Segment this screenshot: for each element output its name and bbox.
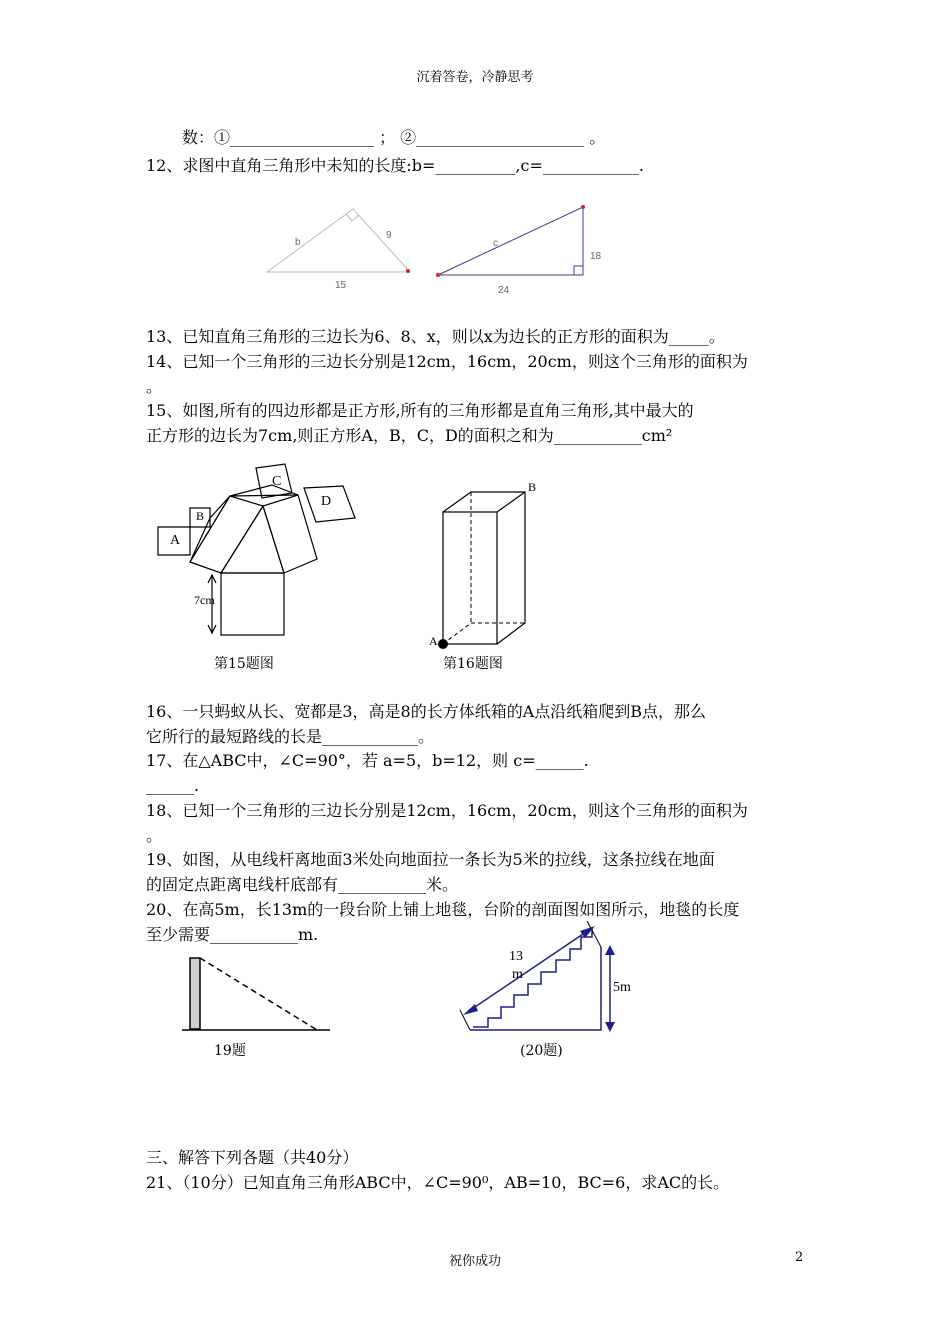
- q11-continuation: 数：①__________________ ； ②_____________________ 。: [182, 128, 606, 147]
- guy-wire: [200, 958, 317, 1030]
- fig20-caption: (20题): [520, 1043, 563, 1059]
- vertex-dot: [436, 273, 440, 277]
- label-b: b: [295, 237, 301, 248]
- label-18: 18: [590, 251, 602, 262]
- page-number: 2: [795, 1250, 804, 1265]
- label-m: m: [512, 967, 523, 982]
- fig15-caption: 第15题图: [214, 656, 274, 672]
- label-13: 13: [509, 949, 523, 964]
- right-angle-mark: [574, 266, 583, 275]
- label-15: 15: [335, 280, 347, 291]
- label-A: A: [170, 533, 181, 548]
- q13-text: 13、已知直角三角形的三边长为6、8、x，则以x为边长的正方形的面积为_____。: [146, 327, 725, 346]
- label-24: 24: [498, 285, 510, 296]
- q16-text: 16、一只蚂蚁从长、宽都是3，高是8的长方体纸箱的A点沿纸箱爬到B点，那么: [146, 702, 707, 721]
- q17-text: 17、在△ABC中，∠C=90°，若 a=5，b=12，则 c=______.: [146, 751, 589, 770]
- vertex-dot: [406, 269, 410, 273]
- q16-cuboid-figure: [425, 475, 555, 655]
- q16-text-2: 它所行的最短路线的长是____________。: [146, 727, 435, 746]
- q12-text: 12、求图中直角三角形中未知的长度:b=__________,c=____________.: [146, 156, 644, 175]
- arrowhead: [605, 945, 615, 955]
- top-edge: [497, 492, 525, 512]
- label-D: D: [321, 494, 332, 509]
- section-3-title: 三、解答下列各题（共40分）: [146, 1148, 359, 1167]
- q12-triangles-figure: [255, 198, 615, 298]
- diagonal-arrow: [469, 930, 589, 1011]
- q21-text: 21、（10分）已知直角三角形ABC中，∠C=90⁰，AB=10，BC=6，求AC的长。: [146, 1173, 730, 1192]
- q18-text-end: 。: [146, 826, 163, 845]
- q14-text-end: 。: [146, 377, 163, 396]
- page-header: 沉着答卷，冷静思考: [416, 70, 534, 85]
- point-A-dot: [438, 639, 448, 649]
- label-9: 9: [386, 230, 392, 241]
- q20-stairs-figure: [455, 915, 655, 1040]
- q17-text-2: ______.: [146, 776, 200, 795]
- q20-text-2: 至少需要___________m.: [146, 925, 319, 944]
- right-square: [263, 495, 317, 573]
- right-triangle-main: [221, 506, 284, 573]
- label-C: C: [272, 474, 282, 489]
- small-triangle-left: [190, 496, 230, 562]
- pole: [190, 958, 200, 1029]
- fig19-caption: 19题: [214, 1043, 246, 1059]
- q15-text-2: 正方形的边长为7cm,则正方形A，B，C，D的面积之和为___________cm²: [146, 426, 673, 445]
- page-footer: 祝你成功: [448, 1254, 501, 1269]
- label-5m: 5m: [613, 980, 631, 995]
- small-triangle-right: [230, 485, 298, 496]
- fig16-caption: 第16题图: [443, 656, 503, 672]
- tick-line: [587, 921, 601, 947]
- arrowhead: [605, 1022, 615, 1032]
- q19-text: 19、如图，从电线杆离地面3米处向地面拉一条长为5米的拉线，这条拉线在地面: [146, 850, 715, 869]
- label-B: B: [528, 480, 537, 494]
- label-A: A: [429, 634, 438, 648]
- q18-text: 18、已知一个三角形的三边长分别是12cm，16cm，20cm，则这个三角形的面积为: [146, 801, 748, 820]
- label-7cm: 7cm: [194, 593, 215, 607]
- triangle-c-18-24: [438, 207, 583, 275]
- stair-steps: [473, 927, 592, 1027]
- q20-text: 20、在高5m，长13m的一段台阶上铺上地毯，台阶的剖面图如图所示，地毯的长度: [146, 900, 740, 919]
- vertex-dot: [581, 205, 585, 209]
- right-angle-mark: [346, 214, 359, 221]
- q15-pythagoras-tree-figure: [150, 460, 370, 645]
- back-edges: [443, 492, 525, 644]
- label-B: B: [196, 509, 205, 523]
- largest-square: [221, 573, 284, 635]
- front-face: [443, 512, 497, 644]
- q19-pole-figure: [180, 950, 340, 1035]
- q14-text: 14、已知一个三角形的三边长分别是12cm，16cm，20cm，则这个三角形的面积为: [146, 352, 748, 371]
- label-c: c: [493, 238, 498, 249]
- q19-text-2: 的固定点距离电线杆底部有___________米。: [146, 875, 459, 894]
- hidden-edge: [443, 623, 471, 644]
- q15-text: 15、如图,所有的四边形都是正方形,所有的三角形都是直角三角形,其中最大的: [146, 401, 694, 420]
